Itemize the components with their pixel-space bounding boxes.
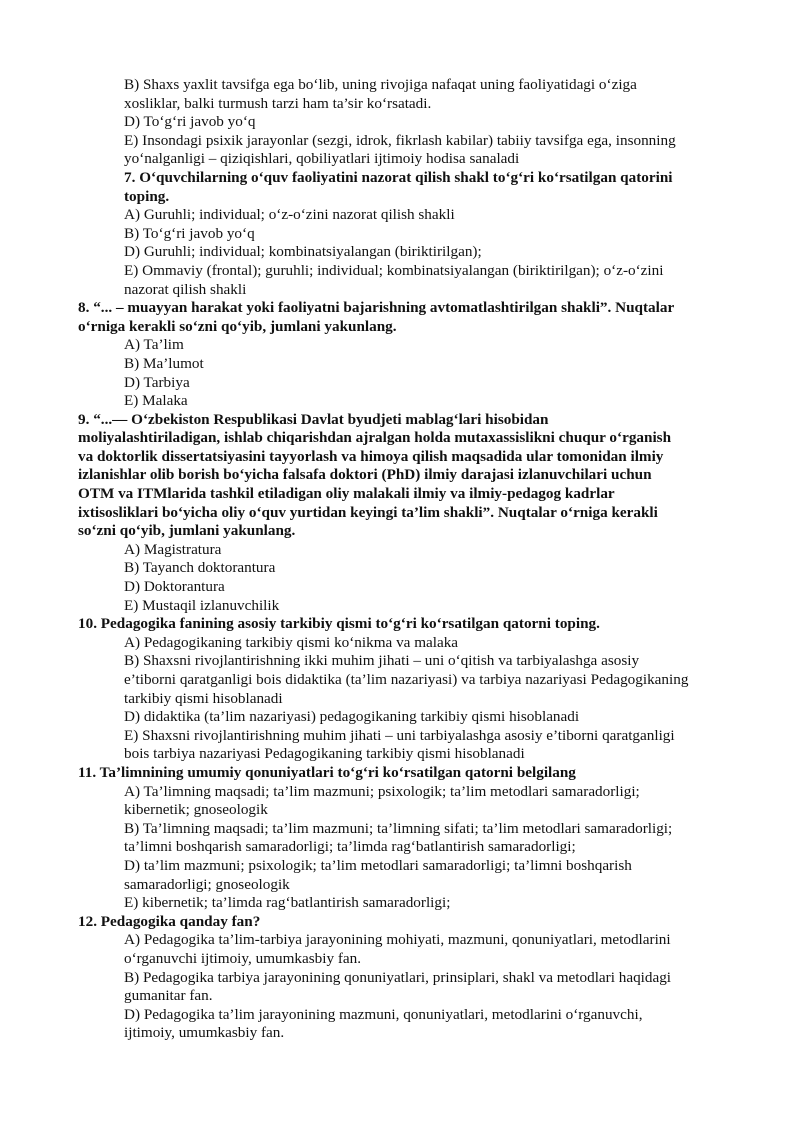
option-line: yo‘nalganligi – qiziqishlari, qobiliyatlari ijtimoiy hodisa sanaladi [124, 150, 520, 168]
option-line: D) Guruhli; individual; kombinatsiyalangan (biriktirilgan); [124, 243, 482, 261]
option-line: E) kibernetik; ta’limda rag‘batlantirish samaradorligi; [124, 894, 451, 912]
question-line: o‘rniga kerakli so‘zni qo‘yib, jumlani yakunlang. [78, 317, 397, 335]
option-line: e’tiborni qaratganligi bois didaktika (ta’lim nazariyasi) va tarbiya nazariyasi Pedagogikaning [124, 671, 689, 688]
question-line: toping. [124, 187, 170, 205]
question-line: 7. O‘quvchilarning o‘quv faoliyatini nazorat qilish shakl to‘g‘ri ko‘rsatilgan qatorini [124, 168, 673, 186]
option-line: B) To‘g‘ri javob yo‘q [124, 224, 255, 242]
option-line: ijtimoiy, umumkasbiy fan. [124, 1024, 285, 1042]
option-line: E) Ommaviy (frontal); guruhli; individual; kombinatsiyalangan (biriktirilgan); o‘z-o‘zini [124, 261, 664, 279]
option-line: A) Pedagogikaning tarkibiy qismi ko‘nikma va malaka [124, 633, 459, 651]
option-line: nazorat qilish shakli [124, 280, 247, 298]
question-line: 8. “... – muayyan harakat yoki faoliyatni bajarishning avtomatlashtirilgan shakli”. Nuqtalar [78, 299, 675, 317]
option-line: B) Tayanch doktorantura [124, 559, 276, 577]
option-line: D) Doktorantura [124, 578, 225, 596]
option-line: D) ta’lim mazmuni; psixologik; ta’lim metodlari samaradorligi; ta’limni boshqarish [124, 856, 632, 874]
document-page [0, 76, 800, 1043]
option-line: bois tarbiya nazariyasi Pedagogikaning tarkibiy qismi hisoblanadi [124, 745, 525, 763]
option-line: samaradorligi; gnoseologik [124, 875, 290, 893]
option-line: E) Malaka [124, 392, 188, 410]
question-line: va doktorlik dissertatsiyasini tayyorlash va himoya qilish maqsadida ular tomonidan ilmiy [78, 447, 664, 465]
option-line: A) Pedagogika ta’lim-tarbiya jarayonining mohiyati, mazmuni, qonuniyatlari, metodlarini [124, 931, 671, 949]
option-line: kibernetik; gnoseologik [124, 801, 268, 819]
question-line: so‘zni qo‘yib, jumlani yakunlang. [78, 522, 296, 540]
question-line: OTM va ITMlarida tashkil etiladigan oliy malakali ilmiy va ilmiy-pedagog kadrlar [78, 485, 615, 503]
option-line: D) Pedagogika ta’lim jarayonining mazmuni, qonuniyatlari, metodlarini o‘rganuvchi, [124, 1005, 643, 1023]
option-line: A) Guruhli; individual; o‘z-o‘zini nazorat qilish shakli [124, 206, 455, 224]
option-line: ta’limni boshqarish samaradorligi; ta’limda rag‘batlantirish samaradorligi; [124, 838, 576, 856]
option-line: A) Ta’limning maqsadi; ta’lim mazmuni; psixologik; ta’lim metodlari samaradorligi; [124, 782, 640, 800]
question-line: 10. Pedagogika fanining asosiy tarkibiy qismi to‘g‘ri ko‘rsatilgan qatorni toping. [78, 615, 600, 633]
option-line: A) Ta’lim [124, 336, 184, 354]
option-line: xosliklar, balki turmush tarzi ham ta’sir ko‘rsatadi. [124, 94, 432, 112]
option-line: D) Tarbiya [124, 373, 190, 391]
question-line: ixtisosliklari bo‘yicha oliy o‘quv yurtidan keyingi ta’lim shakli”. Nuqtalar o‘rniga kerakli [78, 503, 658, 521]
option-line: B) Ma’lumot [124, 354, 204, 372]
option-line: E) Insondagi psixik jarayonlar (sezgi, idrok, fikrlash kabilar) tabiiy tavsifga ega, insonning [124, 131, 676, 149]
option-line: E) Mustaqil izlanuvchilik [124, 596, 280, 614]
option-line: B) Pedagogika tarbiya jarayonining qonuniyatlari, prinsiplari, shakl va metodlari haqidagi [124, 968, 672, 986]
option-line: D) didaktika (ta’lim nazariyasi) pedagogikaning tarkibiy qismi hisoblanadi [124, 708, 580, 726]
option-line: o‘rganuvchi ijtimoiy, umumkasbiy fan. [124, 949, 362, 967]
question-line: 9. “...— O‘zbekiston Respublikasi Davlat byudjeti mablag‘lari hisobidan [78, 410, 549, 428]
option-line: A) Magistratura [124, 540, 222, 558]
option-line: tarkibiy qismi hisoblanadi [124, 689, 283, 707]
question-line: moliyalashtiriladigan, ishlab chiqarishdan ajralgan holda mutaxassislikni chuqur o‘rganish [78, 429, 672, 447]
question-line: 11. Ta’limnining umumiy qonuniyatlari to‘g‘ri ko‘rsatilgan qatorni belgilang [78, 763, 576, 781]
question-line: 12. Pedagogika qanday fan? [78, 912, 261, 930]
option-line: E) Shaxsni rivojlantirishning muhim jihati – uni tarbiyalashga asosiy e’tiborni qaratganligi [124, 726, 675, 744]
document-body [0, 76, 800, 1043]
option-line: B) Shaxsni rivojlantirishning ikki muhim jihati – uni o‘qitish va tarbiyalashga asosiy [124, 652, 640, 670]
option-line: gumanitar fan. [124, 987, 213, 1005]
option-line: D) To‘g‘ri javob yo‘q [124, 113, 256, 131]
option-line: B) Ta’limning maqsadi; ta’lim mazmuni; ta’limning sifati; ta’lim metodlari samaradorligi; [124, 819, 673, 837]
option-line: B) Shaxs yaxlit tavsifga ega bo‘lib, uning rivojiga nafaqat uning faoliyatidagi o‘ziga [124, 76, 637, 93]
question-line: izlanishlar olib borish bo‘yicha falsafa doktori (PhD) ilmiy darajasi izlanuvchilari uchun [78, 466, 652, 484]
